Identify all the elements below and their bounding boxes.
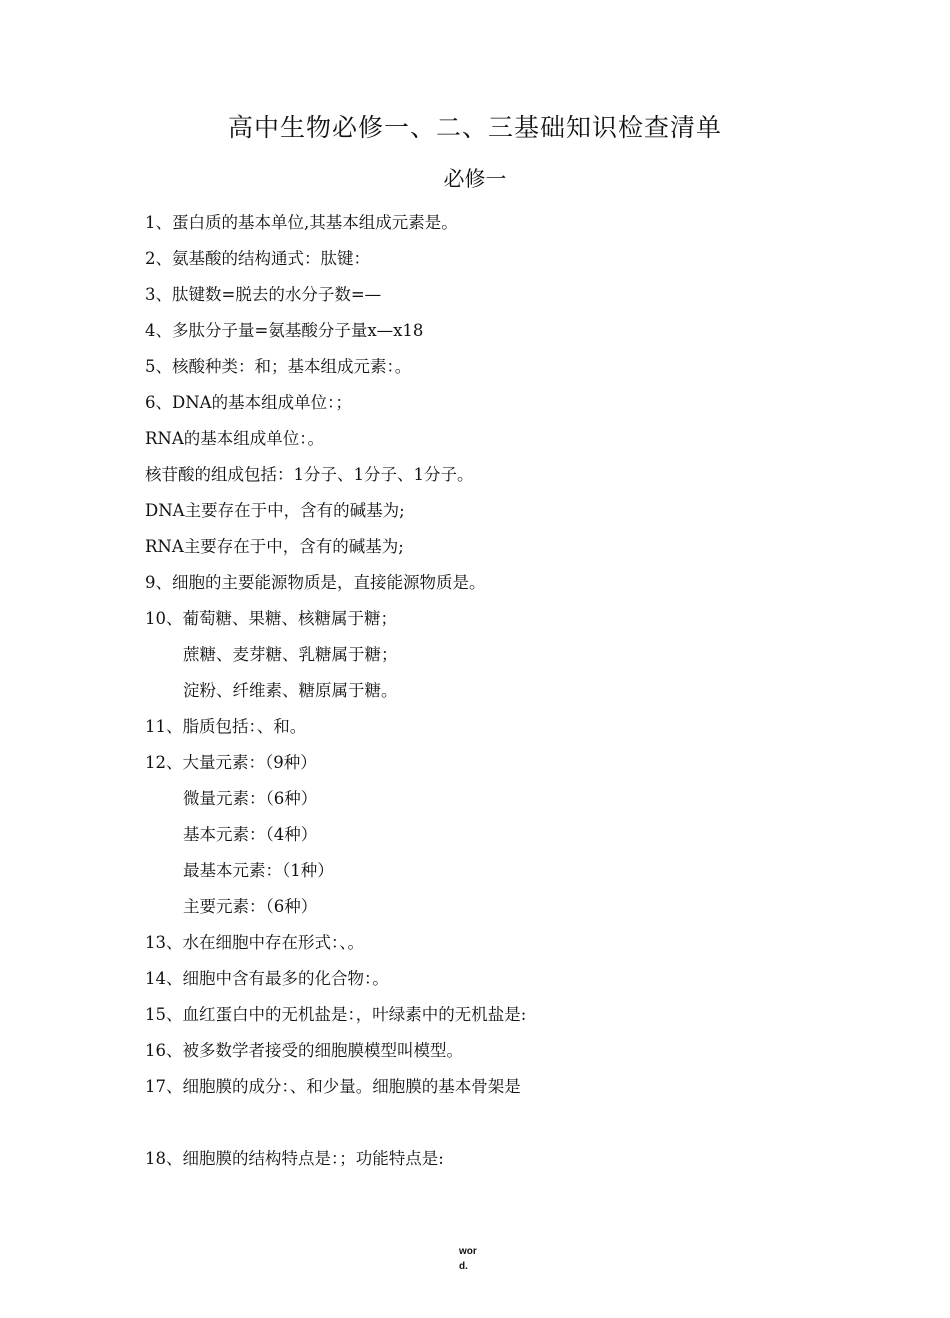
question-line-nucleotide: 核苷酸的组成包括：1分子、1分子、1分子。 <box>145 465 474 484</box>
question-line-dna-location: DNA主要存在于中，含有的碱基为; <box>145 501 405 520</box>
question-line-11: 11、脂质包括：、和。 <box>145 717 307 736</box>
question-line-16: 16、被多数学者接受的细胞膜模型叫模型。 <box>145 1041 463 1060</box>
question-line-1: 1、蛋白质的基本单位,其基本组成元素是。 <box>145 213 458 232</box>
document-title: 高中生物必修一、二、三基础知识检查清单 <box>227 113 722 142</box>
question-line-10-polysaccharide: 淀粉、纤维素、糖原属于糖。 <box>183 681 398 700</box>
question-line-3: 3、肽键数=脱去的水分子数=— <box>145 285 382 304</box>
question-line-9: 9、细胞的主要能源物质是，直接能源物质是。 <box>145 573 486 592</box>
question-line-4: 4、多肽分子量=氨基酸分子量x—x18 <box>145 321 424 340</box>
question-line-18: 18、细胞膜的结构特点是：；功能特点是: <box>145 1149 444 1168</box>
question-line-17: 17、细胞膜的成分：、和少量。细胞膜的基本骨架是 <box>145 1077 521 1096</box>
question-line-10: 10、葡萄糖、果糖、核糖属于糖； <box>145 609 397 628</box>
question-line-10-disaccharide: 蔗糖、麦芽糖、乳糖属于糖； <box>183 645 398 664</box>
question-line-5: 5、核酸种类：和；基本组成元素：。 <box>145 357 412 376</box>
question-line-12-main: 主要元素：（6种） <box>183 897 318 916</box>
section-heading: 必修一 <box>443 167 507 191</box>
question-line-12: 12、大量元素：（9种） <box>145 753 317 772</box>
question-line-12-most-basic: 最基本元素：（1种） <box>183 861 334 880</box>
question-line-rna-location: RNA主要存在于中，含有的碱基为; <box>145 537 404 556</box>
question-line-12-basic: 基本元素：（4种） <box>183 825 318 844</box>
question-line-rna-unit: RNA的基本组成单位：。 <box>145 429 325 448</box>
question-list <box>145 208 905 1180</box>
page-footer: wor d. <box>459 1246 477 1272</box>
question-line-12-trace: 微量元素：（6种） <box>183 789 318 808</box>
question-line-13: 13、水在细胞中存在形式：、。 <box>145 933 364 952</box>
question-line-14: 14、细胞中含有最多的化合物：。 <box>145 969 389 988</box>
question-line-2: 2、氨基酸的结构通式：肽键： <box>145 249 370 268</box>
question-line-15: 15、血红蛋白中的无机盐是：，叶绿素中的无机盐是: <box>145 1005 527 1024</box>
question-line-6: 6、DNA的基本组成单位：； <box>145 393 352 412</box>
